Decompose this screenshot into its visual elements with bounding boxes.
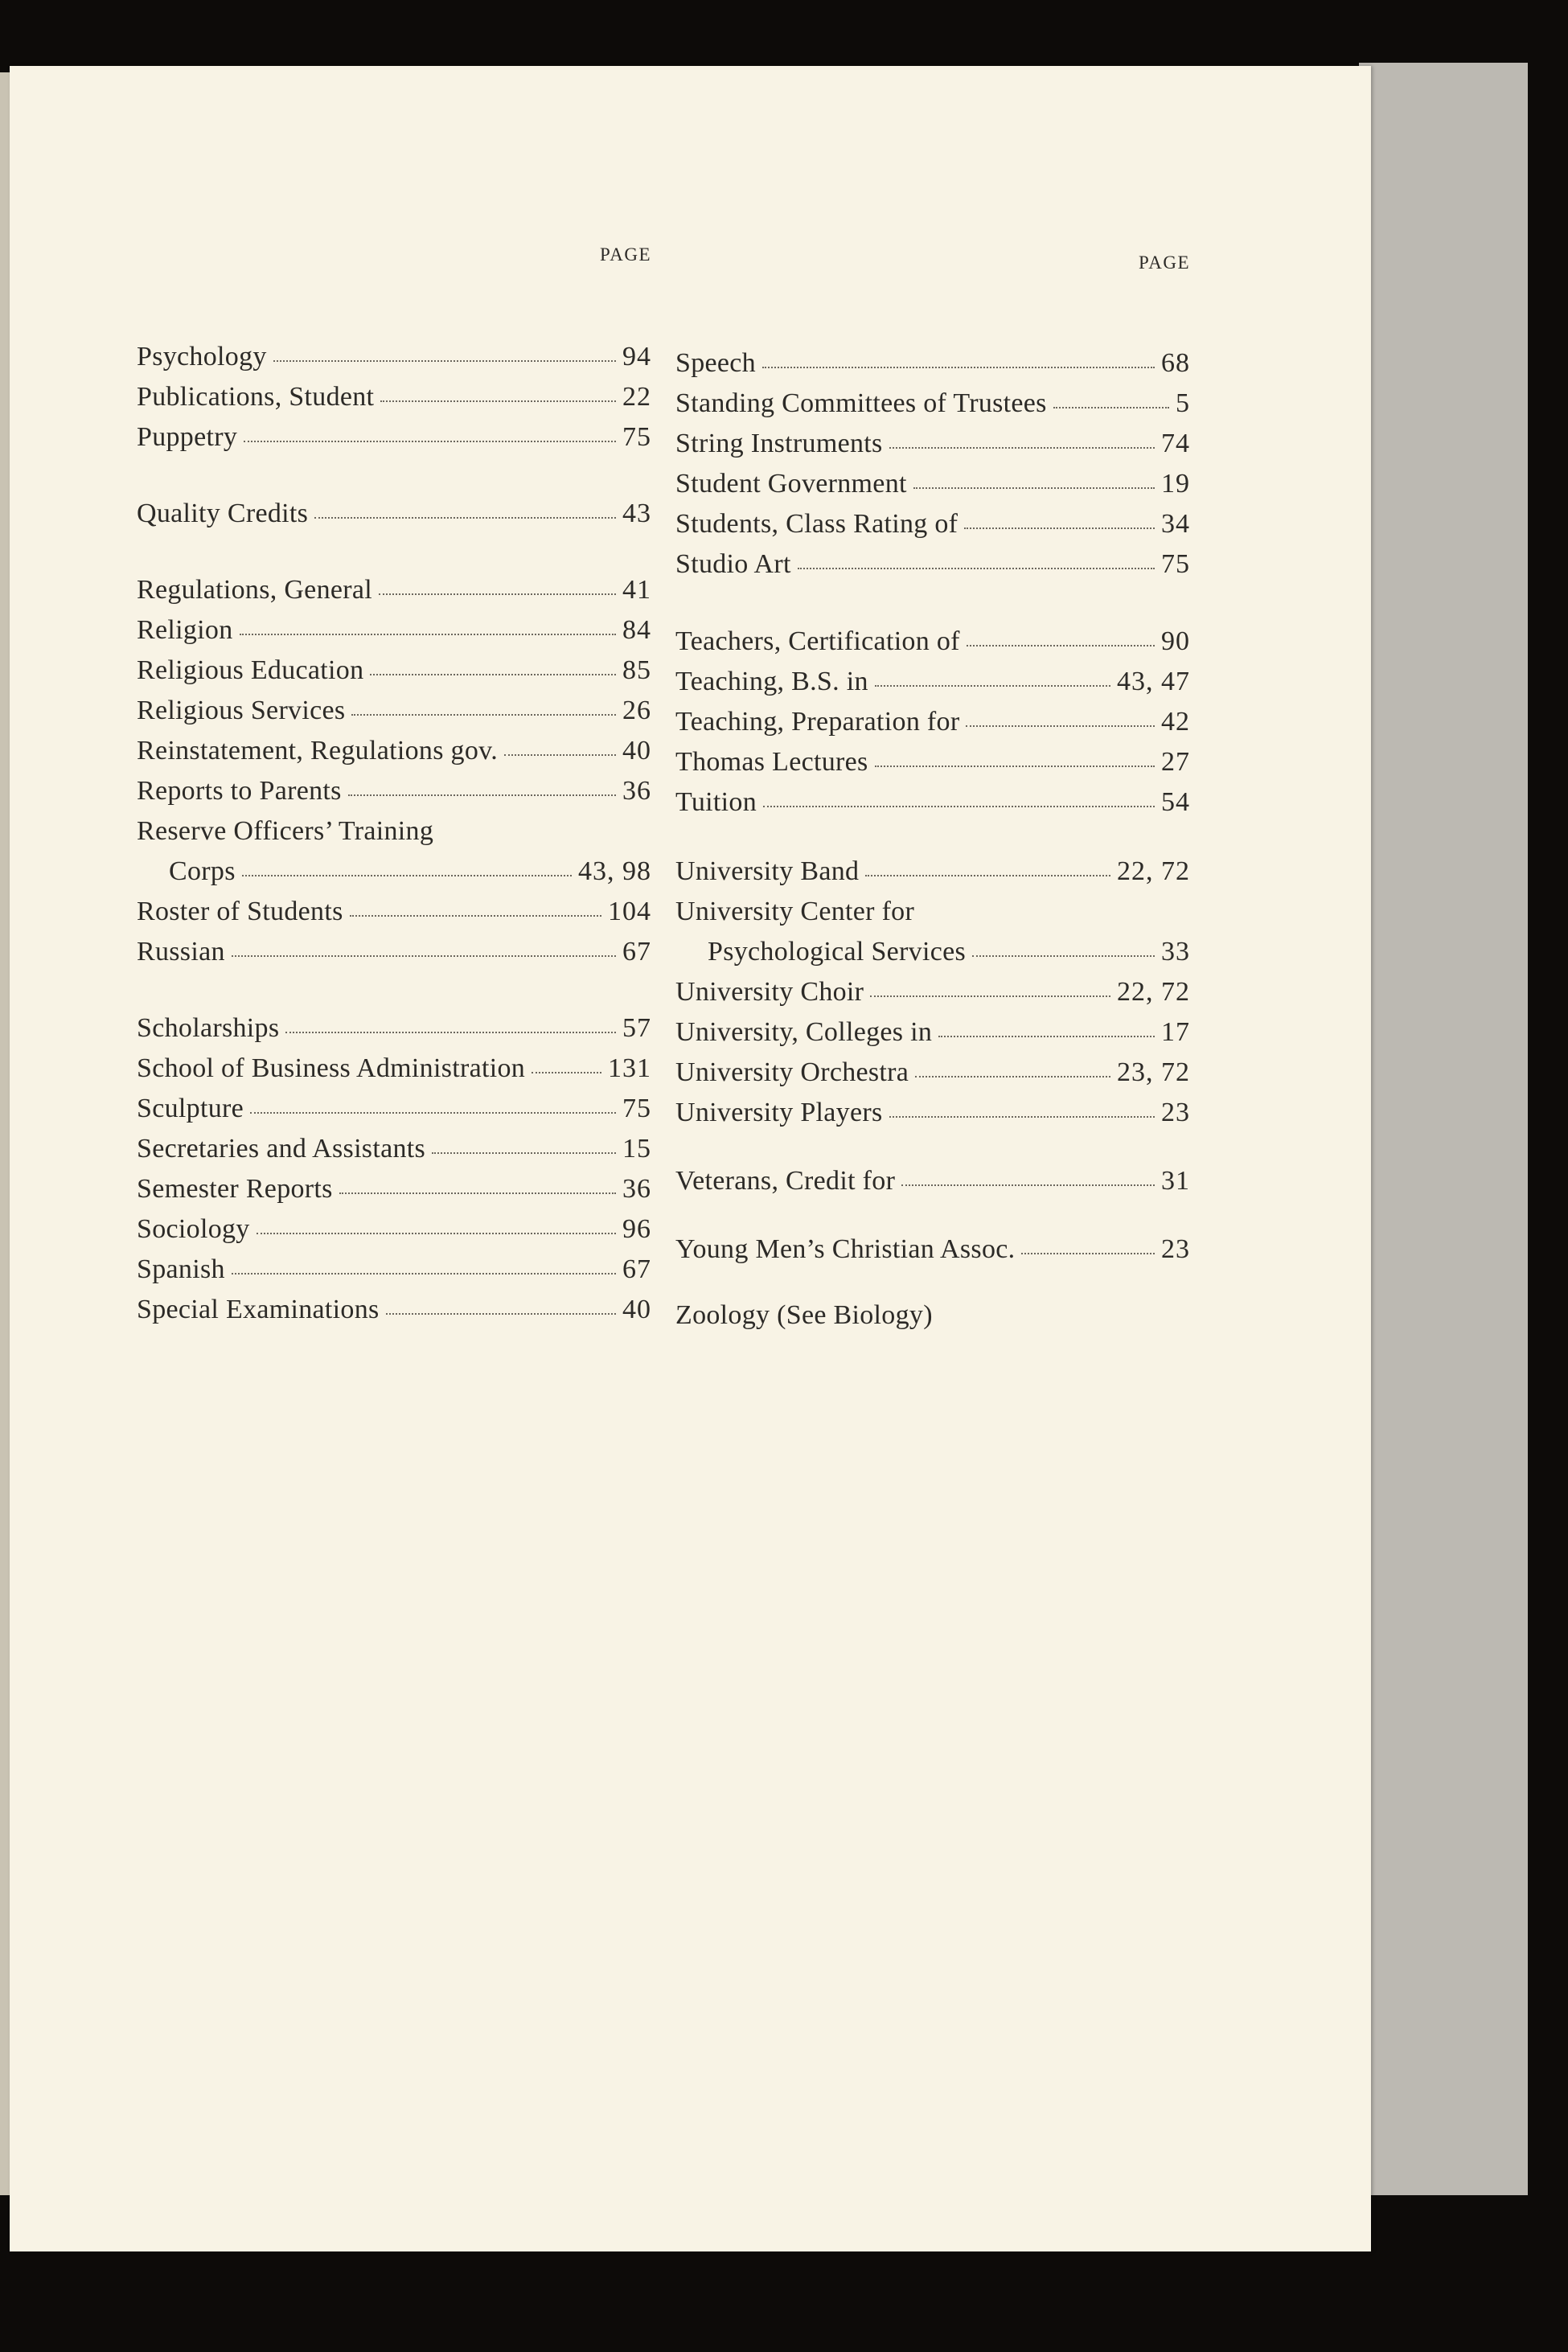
- entry-label: Special Examinations: [137, 1295, 380, 1324]
- entry-label: Scholarships: [137, 1013, 280, 1043]
- index-entry: [137, 1292, 651, 1328]
- entry-label: University Players: [675, 1098, 883, 1127]
- index-entry: [675, 704, 1190, 740]
- index-entry: [137, 693, 651, 729]
- index-entry: [675, 785, 1190, 820]
- entry-label: Young Men’s Christian Assoc.: [675, 1234, 1016, 1264]
- index-entry: [137, 1051, 651, 1086]
- dot-leader: [875, 685, 1110, 687]
- entry-label: Regulations, General: [137, 575, 373, 605]
- index-entry: [137, 339, 651, 375]
- index-entry: [137, 733, 651, 769]
- entry-page: 75: [622, 1094, 651, 1123]
- dot-leader: [938, 1036, 1155, 1037]
- entry-label: Semester Reports: [137, 1174, 333, 1204]
- page-column-header: PAGE: [600, 244, 651, 265]
- dot-leader: [232, 1273, 616, 1275]
- entry-label: Puppetry: [137, 422, 238, 452]
- entry-label: Teachers, Certification of: [675, 626, 960, 656]
- dot-leader: [380, 400, 616, 402]
- entry-label: Reinstatement, Regulations gov.: [137, 736, 499, 766]
- dot-leader: [964, 527, 1155, 529]
- index-entry: [675, 426, 1190, 462]
- entry-page: 90: [1161, 626, 1190, 656]
- dot-leader: [762, 367, 1155, 368]
- entry-page: 67: [622, 1254, 651, 1284]
- entry-page: 74: [1161, 429, 1190, 458]
- entry-page: 23: [1161, 1234, 1190, 1264]
- entry-page: 40: [622, 1295, 651, 1324]
- dot-leader: [232, 955, 616, 957]
- entry-label: Teaching, Preparation for: [675, 707, 960, 737]
- entry-page: 104: [608, 897, 651, 926]
- entry-page: 23: [1161, 1098, 1190, 1127]
- index-entry: [137, 894, 651, 930]
- dot-leader: [889, 1116, 1155, 1118]
- index-entry: [675, 934, 1190, 970]
- index-entry: [137, 1212, 651, 1247]
- dot-leader: [432, 1152, 616, 1154]
- dot-leader: [314, 517, 616, 519]
- index-entry: [137, 1131, 651, 1167]
- entry-label: Reserve Officers’ Training: [137, 816, 434, 846]
- index-entry: [675, 386, 1190, 421]
- entry-label: Religion: [137, 615, 233, 645]
- entry-label: Religious Education: [137, 655, 364, 685]
- index-entry: [137, 496, 651, 532]
- entry-page: 36: [622, 776, 651, 806]
- index-entry: [137, 653, 651, 688]
- entry-page: 5: [1176, 388, 1190, 418]
- entry-page: 15: [622, 1134, 651, 1164]
- index-entry: [675, 466, 1190, 502]
- entry-page: 67: [622, 937, 651, 967]
- index-entry: [137, 1091, 651, 1127]
- index-entry: [675, 975, 1190, 1010]
- entry-page: 43, 98: [578, 856, 651, 886]
- dot-leader: [875, 766, 1155, 767]
- dot-leader: [370, 674, 616, 675]
- dot-leader: [386, 1313, 616, 1315]
- entry-label: Student Government: [675, 469, 907, 499]
- dot-leader: [1021, 1253, 1155, 1254]
- dot-leader: [763, 806, 1155, 807]
- entry-label: Veterans, Credit for: [675, 1166, 896, 1196]
- entry-page: 85: [622, 655, 651, 685]
- entry-page: 57: [622, 1013, 651, 1043]
- entry-page: 22: [622, 382, 651, 412]
- entry-label: Russian: [137, 937, 225, 967]
- entry-page: 42: [1161, 707, 1190, 737]
- dot-leader: [532, 1072, 601, 1073]
- index-entry: [137, 854, 651, 889]
- entry-label: Publications, Student: [137, 382, 375, 412]
- dot-leader: [285, 1032, 616, 1033]
- entry-label: Tuition: [675, 787, 757, 817]
- dot-leader: [242, 875, 572, 876]
- dot-leader: [865, 875, 1110, 876]
- index-entry: [675, 346, 1190, 381]
- entry-label: University Band: [675, 856, 860, 886]
- entry-label: Religious Services: [137, 696, 346, 725]
- entry-page: 34: [1161, 509, 1190, 539]
- dot-leader: [889, 447, 1155, 449]
- entry-page: 84: [622, 615, 651, 645]
- entry-label: Spanish: [137, 1254, 225, 1284]
- entry-page: 22, 72: [1117, 977, 1190, 1007]
- entry-page: 40: [622, 736, 651, 766]
- dot-leader: [504, 754, 616, 756]
- index-entry: [675, 624, 1190, 659]
- dot-leader: [901, 1184, 1155, 1186]
- entry-page: 68: [1161, 348, 1190, 378]
- entry-label: Roster of Students: [137, 897, 343, 926]
- entry-label: University Choir: [675, 977, 864, 1007]
- entry-page: 23, 72: [1117, 1057, 1190, 1087]
- entry-label: Zoology (See Biology): [675, 1300, 933, 1330]
- index-entry: [675, 854, 1190, 889]
- entry-label: Studio Art: [675, 549, 791, 579]
- entry-label: Psychology: [137, 342, 267, 371]
- index-entry: [675, 1015, 1190, 1050]
- index-entry: [675, 547, 1190, 582]
- dot-leader: [348, 794, 616, 796]
- entry-page: 43, 47: [1117, 667, 1190, 696]
- entry-label: Quality Credits: [137, 499, 309, 528]
- dot-leader: [350, 915, 601, 917]
- index-entry: [137, 774, 651, 809]
- entry-page: 31: [1161, 1166, 1190, 1196]
- entry-label: Speech: [675, 348, 756, 378]
- index-entry: [675, 1164, 1190, 1199]
- index-entry: [675, 1232, 1190, 1267]
- entry-page: 19: [1161, 469, 1190, 499]
- entry-page: 131: [608, 1053, 651, 1083]
- dot-leader: [250, 1112, 616, 1114]
- index-entry: [675, 745, 1190, 780]
- dot-leader: [257, 1233, 616, 1234]
- index-entry: [675, 894, 1190, 930]
- index-page: [10, 66, 1371, 2251]
- entry-page: 96: [622, 1214, 651, 1244]
- dot-leader: [967, 645, 1155, 646]
- entry-label: String Instruments: [675, 429, 883, 458]
- dot-leader: [913, 487, 1155, 489]
- index-entry: [137, 380, 651, 415]
- index-entry: [137, 613, 651, 648]
- entry-label: Reports to Parents: [137, 776, 342, 806]
- entry-label: University Center for: [675, 897, 915, 926]
- entry-label: Corps: [169, 856, 236, 886]
- entry-label: University, Colleges in: [675, 1017, 933, 1047]
- entry-page: 27: [1161, 747, 1190, 777]
- entry-page: 54: [1161, 787, 1190, 817]
- index-entry: [137, 1172, 651, 1207]
- index-entry: [137, 1252, 651, 1287]
- dot-leader: [972, 955, 1155, 957]
- entry-page: 75: [1161, 549, 1190, 579]
- entry-page: 36: [622, 1174, 651, 1204]
- entry-label: School of Business Administration: [137, 1053, 526, 1083]
- entry-page: 33: [1161, 937, 1190, 967]
- index-entry: [137, 420, 651, 455]
- dot-leader: [966, 725, 1155, 727]
- dot-leader: [339, 1192, 616, 1194]
- dot-leader: [240, 634, 616, 635]
- dot-leader: [379, 593, 616, 595]
- dot-leader: [798, 568, 1155, 569]
- index-entry: [137, 934, 651, 970]
- dot-leader: [1053, 407, 1169, 408]
- backing-board: [1359, 63, 1528, 2195]
- entry-label: Psychological Services: [708, 937, 967, 967]
- index-entry: [675, 1298, 1190, 1333]
- index-entry: [675, 507, 1190, 542]
- entry-page: 22, 72: [1117, 856, 1190, 886]
- entry-label: University Orchestra: [675, 1057, 909, 1087]
- entry-label: Standing Committees of Trustees: [675, 388, 1047, 418]
- index-entry: [675, 664, 1190, 700]
- entry-page: 43: [622, 499, 651, 528]
- dot-leader: [870, 995, 1110, 997]
- entry-page: 75: [622, 422, 651, 452]
- page-column-header: PAGE: [1139, 252, 1190, 273]
- entry-label: Students, Class Rating of: [675, 509, 958, 539]
- index-entry: [137, 573, 651, 608]
- index-entry: [137, 1011, 651, 1046]
- entry-page: 41: [622, 575, 651, 605]
- index-entry: [675, 1055, 1190, 1090]
- entry-page: 26: [622, 696, 651, 725]
- entry-label: Sociology: [137, 1214, 250, 1244]
- entry-label: Secretaries and Assistants: [137, 1134, 426, 1164]
- entry-label: Teaching, B.S. in: [675, 667, 868, 696]
- dot-leader: [244, 441, 616, 442]
- index-entry: [675, 1095, 1190, 1131]
- dot-leader: [273, 360, 616, 362]
- entry-label: Thomas Lectures: [675, 747, 868, 777]
- entry-page: 17: [1161, 1017, 1190, 1047]
- entry-label: Sculpture: [137, 1094, 244, 1123]
- dot-leader: [351, 714, 616, 716]
- entry-page: 94: [622, 342, 651, 371]
- dot-leader: [915, 1076, 1110, 1077]
- index-entry: [137, 814, 651, 849]
